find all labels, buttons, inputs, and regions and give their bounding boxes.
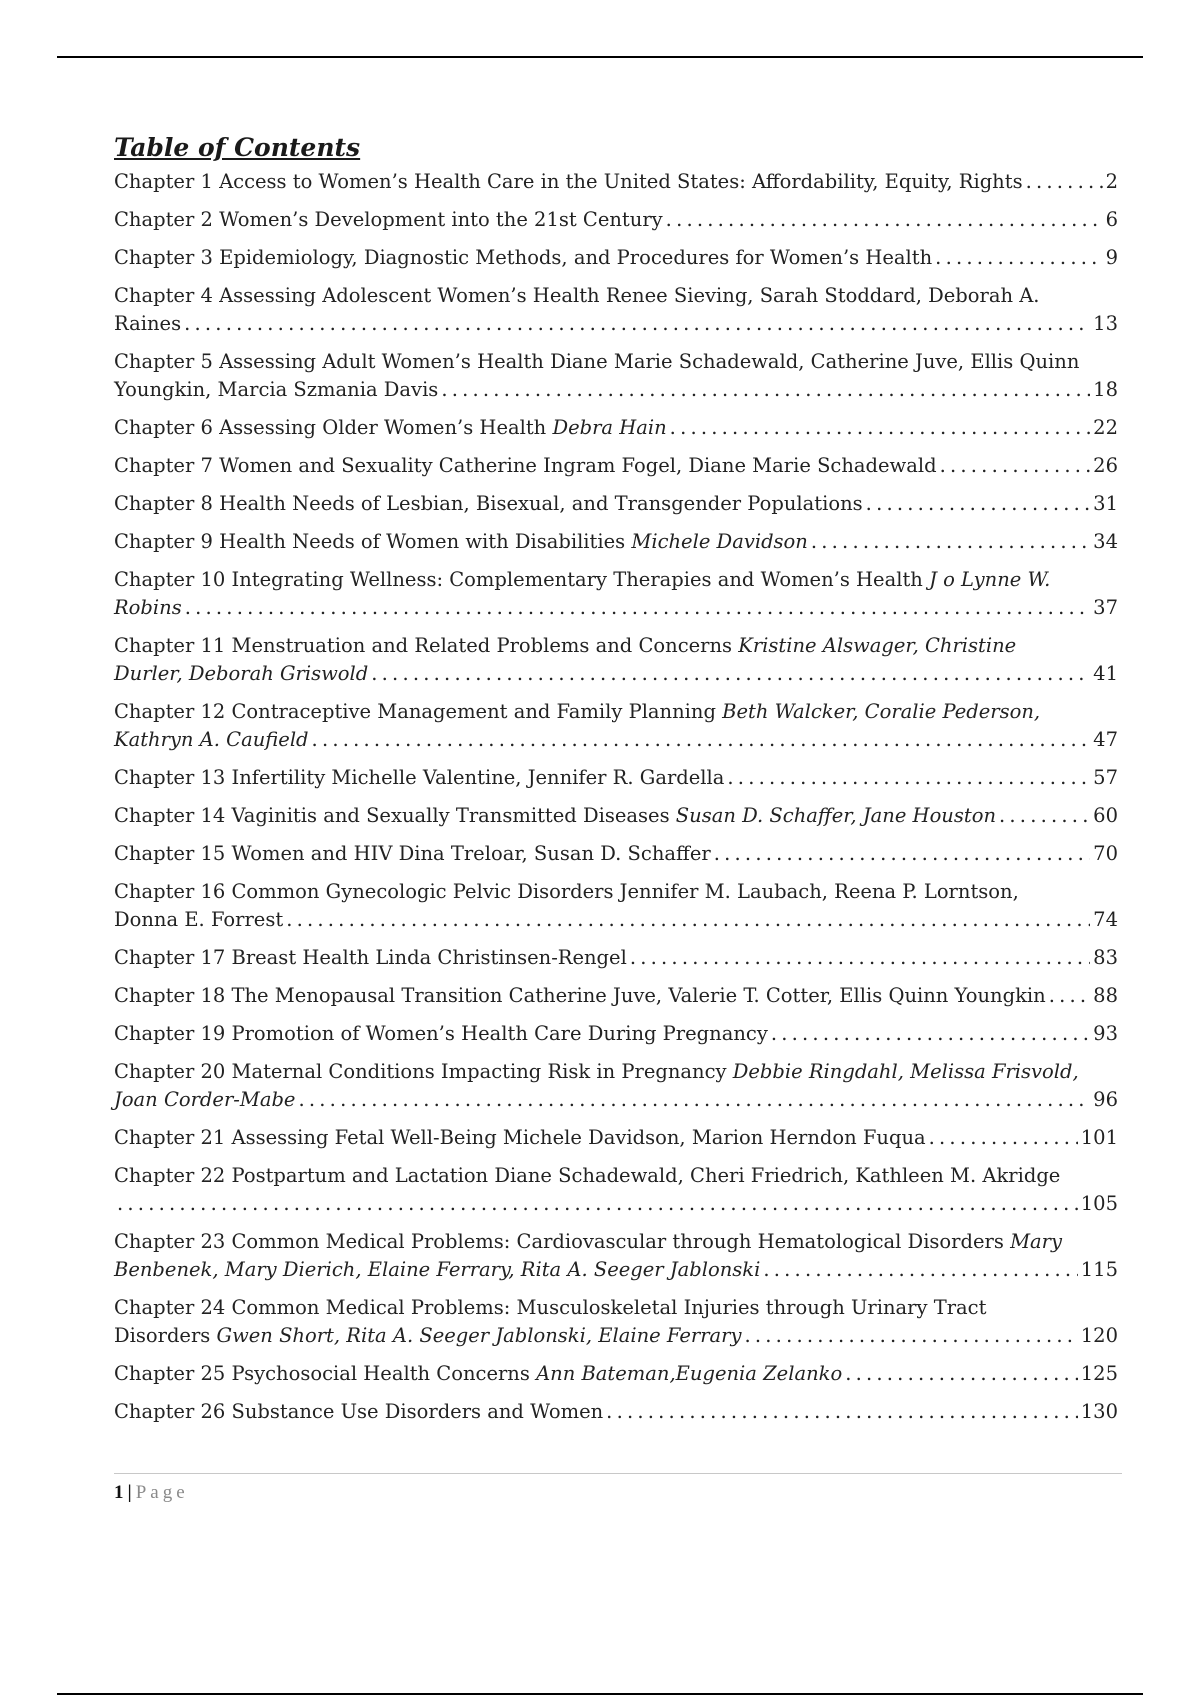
toc-entry[interactable] [114, 490, 1118, 518]
toc-entry-title: Chapter 3 Epidemiology, Diagnostic Methods, and Procedures for Women’s Health [114, 246, 933, 269]
toc-entry-first-line [114, 698, 1118, 726]
toc-entry-text [114, 1360, 842, 1388]
toc-page-number: 18 [1093, 378, 1118, 401]
table-of-contents [114, 132, 1118, 1436]
toc-entry-first-line [114, 878, 1118, 906]
toc-entry-line [114, 802, 1118, 830]
dot-leader [371, 660, 1090, 688]
toc-page-number: 101 [1080, 1126, 1118, 1149]
toc-entry-line [114, 528, 1118, 556]
toc-page-number: 83 [1093, 946, 1118, 969]
toc-page-number: 26 [1093, 454, 1118, 477]
toc-entry-text [114, 1398, 603, 1426]
toc-entry-text [114, 528, 808, 556]
toc-entry[interactable] [114, 566, 1118, 622]
toc-entry-line [114, 726, 1118, 754]
toc-page-number: 70 [1093, 842, 1118, 865]
toc-entry-title: Chapter 5 Assessing Adult Women’s Health Diane Marie Schadewald, Catherine Juve, Ellis Quinn [114, 350, 1080, 373]
dot-leader [298, 1086, 1090, 1114]
dot-leader [312, 726, 1091, 754]
toc-entry-title: Chapter 18 The Menopausal Transition Catherine Juve, Valerie T. Cotter, Ellis Quinn Youngkin [114, 984, 1046, 1007]
toc-entry-line [114, 206, 1118, 234]
toc-entry-text [114, 726, 309, 754]
toc-entry[interactable] [114, 1124, 1118, 1152]
toc-page-number: 41 [1093, 662, 1118, 685]
toc-entry[interactable] [114, 1058, 1118, 1114]
toc-entry-author: Beth Walcker, Coralie Pederson, [722, 700, 1041, 723]
toc-entry-line [114, 944, 1118, 972]
toc-entry-line [114, 1360, 1118, 1388]
footer-separator: | [127, 1482, 132, 1503]
toc-entry-line [114, 764, 1118, 792]
toc-entries [114, 168, 1118, 1426]
bottom-rule [57, 1693, 1143, 1695]
toc-entry-author: Durler, Deborah Griswold [114, 662, 369, 685]
toc-entry-text [114, 1124, 926, 1152]
toc-entry-text [114, 1322, 741, 1350]
toc-entry-title: Chapter 11 Menstruation and Related Problems and Concerns [114, 634, 739, 657]
toc-entry-line [114, 1190, 1118, 1218]
toc-entry-title: Raines [114, 312, 182, 335]
toc-entry-text [114, 168, 1023, 196]
toc-entry-first-line [114, 1228, 1118, 1256]
toc-entry[interactable] [114, 1294, 1118, 1350]
toc-entry-author: Michele Davidson [631, 530, 808, 553]
toc-entry-title: Chapter 14 Vaginitis and Sexually Transmitted Diseases [114, 804, 676, 827]
toc-entry[interactable] [114, 168, 1118, 196]
toc-entry-title: Chapter 24 Common Medical Problems: Musculoskeletal Injuries through Urinary Tract [114, 1296, 987, 1319]
toc-entry-text [114, 414, 667, 442]
toc-entry-title: Chapter 22 Postpartum and Lactation Diane Schadewald, Cheri Friedrich, Kathleen M. Akridge [114, 1164, 1061, 1187]
toc-entry-author: Kathryn A. Caufield [114, 728, 309, 751]
page-label: Page [135, 1482, 189, 1503]
dot-leader [811, 528, 1090, 556]
dot-leader [666, 206, 1103, 234]
toc-entry-line [114, 376, 1118, 404]
toc-entry-title: Chapter 8 Health Needs of Lesbian, Bisexual, and Transgender Populations [114, 492, 863, 515]
dot-leader [744, 1322, 1077, 1350]
toc-entry-title: Chapter 12 Contraceptive Management and Family Planning [114, 700, 723, 723]
dot-leader [845, 1360, 1078, 1388]
toc-entry-first-line [114, 566, 1118, 594]
toc-entry-author: J o Lynne W. [929, 568, 1051, 591]
toc-entry-text [114, 490, 863, 518]
toc-page-number: 6 [1105, 208, 1118, 231]
toc-entry-title: Chapter 20 Maternal Conditions Impacting Risk in Pregnancy [114, 1060, 733, 1083]
toc-entry[interactable] [114, 1360, 1118, 1388]
toc-entry-author: Robins [114, 596, 182, 619]
toc-entry-line [114, 982, 1118, 1010]
top-rule [57, 56, 1143, 58]
toc-entry-first-line [114, 348, 1118, 376]
toc-entry-line [114, 1086, 1118, 1114]
toc-entry-author: Susan D. Schaffer, Jane Houston [675, 804, 997, 827]
toc-entry[interactable] [114, 840, 1118, 868]
toc-entry-line [114, 310, 1118, 338]
toc-entry-author: Mary [1010, 1230, 1062, 1253]
toc-entry-title: Chapter 9 Health Needs of Women with Disabilities [114, 530, 632, 553]
toc-entry-line [114, 452, 1118, 480]
toc-page-number: 37 [1093, 596, 1118, 619]
toc-page-number: 74 [1093, 908, 1118, 931]
toc-entry[interactable] [114, 632, 1118, 688]
dot-leader [630, 944, 1090, 972]
toc-page-number: 120 [1080, 1324, 1118, 1347]
toc-entry-line [114, 168, 1118, 196]
page-number: 1 [114, 1482, 124, 1503]
toc-entry-text [114, 840, 711, 868]
toc-entry[interactable] [114, 982, 1118, 1010]
toc-entry-title: Chapter 26 Substance Use Disorders and Women [114, 1400, 604, 1423]
toc-entry-line [114, 840, 1118, 868]
dot-leader [441, 376, 1090, 404]
dot-leader [286, 906, 1090, 934]
toc-entry-line [114, 906, 1118, 934]
toc-entry-author: Kristine Alswager, Christine [738, 634, 1017, 657]
toc-entry-title: Disorders [114, 1324, 217, 1347]
dot-leader [117, 1190, 1078, 1218]
toc-entry[interactable] [114, 764, 1118, 792]
toc-page-number: 13 [1093, 312, 1118, 335]
toc-entry-title: Chapter 2 Women’s Development into the 21st Century [114, 208, 663, 231]
toc-entry-title: Donna E. Forrest [114, 908, 284, 931]
dot-leader [940, 452, 1091, 480]
toc-entry-line [114, 594, 1118, 622]
toc-entry-text [114, 452, 937, 480]
toc-page-number: 2 [1105, 170, 1118, 193]
toc-entry[interactable] [114, 944, 1118, 972]
dot-leader [184, 310, 1090, 338]
toc-entry[interactable] [114, 528, 1118, 556]
toc-page-number: 96 [1093, 1088, 1118, 1111]
toc-page-number: 105 [1080, 1192, 1118, 1215]
toc-entry-title: Chapter 23 Common Medical Problems: Cardiovascular through Hematological Disorders [114, 1230, 1011, 1253]
dot-leader [1026, 168, 1103, 196]
toc-entry-title: Youngkin, Marcia Szmania Davis [114, 378, 439, 401]
dot-leader [763, 1256, 1077, 1284]
page-footer [114, 1473, 1122, 1506]
toc-page-number: 57 [1093, 766, 1118, 789]
toc-entry-line [114, 414, 1118, 442]
toc-entry-author: Ann Bateman,Eugenia Zelanko [536, 1362, 843, 1385]
toc-entry-title: Chapter 4 Assessing Adolescent Women’s Health Renee Sieving, Sarah Stoddard, Deborah A. [114, 284, 1040, 307]
toc-page-number: 88 [1093, 984, 1118, 1007]
toc-entry[interactable] [114, 414, 1118, 442]
toc-entry-title: Chapter 21 Assessing Fetal Well-Being Michele Davidson, Marion Herndon Fuqua [114, 1126, 926, 1149]
toc-entry-author: Gwen Short, Rita A. Seeger Jablonski, Elaine Ferrary [216, 1324, 742, 1347]
toc-entry-title: Chapter 16 Common Gynecologic Pelvic Disorders Jennifer M. Laubach, Reena P. Lorntson, [114, 880, 1019, 903]
toc-entry[interactable] [114, 1020, 1118, 1048]
toc-entry-author: Debbie Ringdahl, Melissa Frisvold, [732, 1060, 1079, 1083]
toc-entry[interactable] [114, 206, 1118, 234]
toc-entry-line [114, 1020, 1118, 1048]
toc-entry-title: Chapter 25 Psychosocial Health Concerns [114, 1362, 537, 1385]
toc-title: Table of Contents [114, 133, 361, 162]
toc-entry-text [114, 244, 932, 272]
toc-page-number: 9 [1105, 246, 1118, 269]
dot-leader [929, 1124, 1078, 1152]
toc-entry-text [114, 594, 182, 622]
toc-entry-text [114, 376, 438, 404]
toc-entry[interactable] [114, 1398, 1118, 1426]
toc-entry-first-line [114, 632, 1118, 660]
toc-entry[interactable] [114, 348, 1118, 404]
toc-entry-title: Chapter 1 Access to Women’s Health Care in the United States: Affordability, Equity, Rights [114, 170, 1023, 193]
toc-page-number: 22 [1093, 416, 1118, 439]
dot-leader [935, 244, 1102, 272]
toc-entry[interactable] [114, 698, 1118, 754]
toc-entry-title: Chapter 6 Assessing Older Women’s Health [114, 416, 553, 439]
toc-entry-first-line [114, 1294, 1118, 1322]
toc-page-number: 47 [1093, 728, 1118, 751]
toc-entry-first-line [114, 1162, 1118, 1190]
toc-entry-line [114, 1398, 1118, 1426]
toc-entry-text [114, 660, 368, 688]
toc-page-number: 93 [1093, 1022, 1118, 1045]
toc-entry-text [114, 982, 1046, 1010]
toc-entry-title: Chapter 7 Women and Sexuality Catherine Ingram Fogel, Diane Marie Schadewald [114, 454, 937, 477]
toc-entry-text [114, 1086, 295, 1114]
toc-entry-title: Chapter 19 Promotion of Women’s Health Care During Pregnancy [114, 1022, 768, 1045]
dot-leader [727, 764, 1090, 792]
toc-page-number: 34 [1093, 530, 1118, 553]
toc-entry-text [114, 802, 996, 830]
toc-entry-first-line [114, 282, 1118, 310]
toc-entry[interactable] [114, 802, 1118, 830]
dot-leader [866, 490, 1091, 518]
toc-entry[interactable] [114, 878, 1118, 934]
toc-entry-text [114, 1256, 760, 1284]
toc-page-number: 125 [1080, 1362, 1118, 1385]
toc-entry-text [114, 310, 181, 338]
toc-page-number: 31 [1093, 492, 1118, 515]
toc-entry-text [114, 1020, 768, 1048]
dot-leader [1049, 982, 1090, 1010]
dot-leader [714, 840, 1090, 868]
toc-entry[interactable] [114, 1162, 1118, 1218]
toc-entry-line [114, 490, 1118, 518]
toc-entry-line [114, 660, 1118, 688]
toc-entry-title: Chapter 15 Women and HIV Dina Treloar, Susan D. Schaffer [114, 842, 711, 865]
toc-entry-text [114, 206, 663, 234]
dot-leader [999, 802, 1090, 830]
toc-entry[interactable] [114, 244, 1118, 272]
toc-entry-line [114, 1124, 1118, 1152]
toc-entry-text [114, 906, 283, 934]
toc-page-number: 60 [1093, 804, 1118, 827]
toc-entry[interactable] [114, 452, 1118, 480]
dot-leader [185, 594, 1090, 622]
toc-entry-line [114, 1322, 1118, 1350]
toc-page-number: 115 [1080, 1258, 1118, 1281]
toc-entry-author: Joan Corder-Mabe [114, 1088, 296, 1111]
toc-entry-text [114, 944, 627, 972]
toc-page-number: 130 [1080, 1400, 1118, 1423]
dot-leader [670, 414, 1091, 442]
toc-entry-title: Chapter 17 Breast Health Linda Christinsen-Rengel [114, 946, 627, 969]
toc-entry[interactable] [114, 1228, 1118, 1284]
toc-entry-first-line [114, 1058, 1118, 1086]
dot-leader [771, 1020, 1090, 1048]
toc-entry-line [114, 1256, 1118, 1284]
toc-entry-title: Chapter 13 Infertility Michelle Valentine, Jennifer R. Gardella [114, 766, 725, 789]
toc-entry-title: Chapter 10 Integrating Wellness: Complementary Therapies and Women’s Health [114, 568, 930, 591]
dot-leader [606, 1398, 1078, 1426]
toc-entry-author: Debra Hain [552, 416, 667, 439]
toc-entry-line [114, 244, 1118, 272]
toc-entry-text [114, 764, 724, 792]
toc-entry-author: Benbenek, Mary Dierich, Elaine Ferrary, Rita A. Seeger Jablonski [114, 1258, 761, 1281]
toc-entry[interactable] [114, 282, 1118, 338]
